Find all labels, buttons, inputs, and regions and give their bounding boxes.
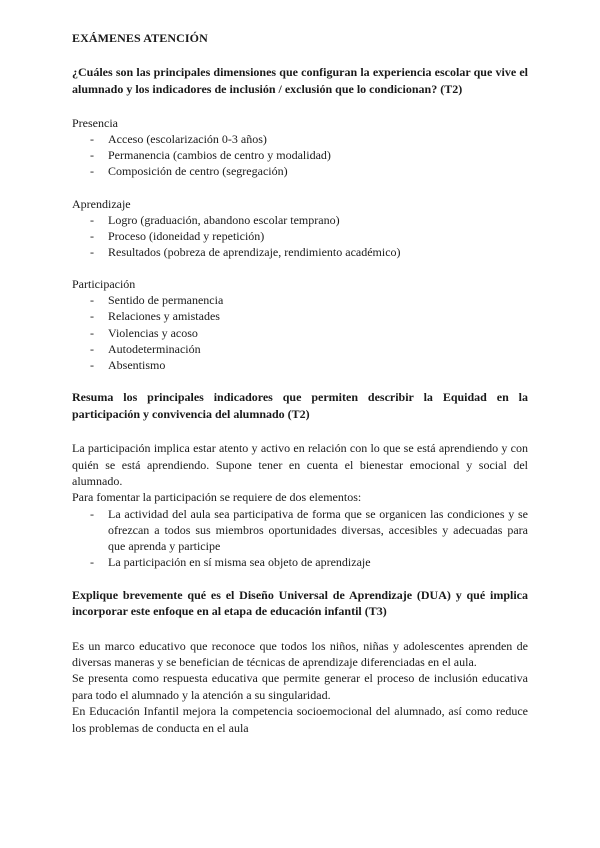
q1-section-presencia: [72, 115, 528, 180]
list-item: [72, 341, 528, 357]
list-item: [72, 308, 528, 324]
list-item: [72, 147, 528, 163]
list-item-text: Absentismo: [108, 358, 166, 373]
dash-mark: -: [90, 245, 94, 260]
q3-paragraph-3: En Educación Infantil mejora la competencia socioemocional del alumnado, así como reduce los problemas de conducta en el aula: [72, 704, 528, 735]
section-label-presencia: Presencia: [72, 116, 118, 130]
list-item: [72, 325, 528, 341]
dash-mark: -: [90, 555, 94, 570]
q2-paragraph-2: Para fomentar la participación se requiere de dos elementos:: [72, 490, 362, 505]
list-item-text: Autodeterminación: [108, 341, 201, 356]
list-item-text: La participación en sí misma sea objeto de aprendizaje: [108, 555, 371, 570]
list-item-text: Acceso (escolarización 0-3 años): [108, 132, 267, 146]
question-1: ¿Cuáles son las principales dimensiones que configuran la experiencia escolar que vive el alumnado y los indicadores de inclusión / exclusión que lo condicionan? (T2): [72, 65, 528, 96]
q3-paragraph-1: Es un marco educativo que reconoce que todos los niños, niñas y adolescentes aprenden de diversas maneras y se benefician de técnicas de aprendizaje diferenciadas en el aula.: [72, 638, 528, 670]
dash-mark: -: [90, 506, 94, 521]
dash-mark: -: [90, 341, 94, 356]
dash-mark: -: [90, 228, 94, 243]
list-item-text: Composición de centro (segregación): [108, 164, 288, 179]
list-item: [72, 163, 528, 179]
list-presencia: [72, 131, 528, 180]
list-item-text: Violencias y acoso: [108, 325, 198, 340]
dash-mark: -: [90, 164, 94, 179]
list-participation-elements: [72, 506, 528, 571]
q1-section-aprendizaje: [72, 196, 528, 261]
list-item-text: Proceso (idoneidad y repetición): [108, 228, 265, 243]
list-item: [72, 292, 528, 308]
document-title: EXÁMENES ATENCIÓN: [72, 31, 208, 45]
section-label-participacion: Participación: [72, 277, 136, 292]
q3-paragraph-2: Se presenta como respuesta educativa que permite generar el proceso de inclusión educativa para todo el alumnado y la atención a su singularidad.: [72, 671, 528, 702]
q1-section-participacion: [72, 276, 528, 373]
list-item: [72, 228, 528, 244]
list-item-text: Logro (graduación, abandono escolar temprano): [108, 212, 340, 227]
question-2: Resuma los principales indicadores que permiten describir la Equidad en la participación y convivencia del alumnado (T2): [72, 390, 528, 421]
q2-paragraph-1: La participación implica estar atento y activo en relación con lo que se está aprendiendo y con quién se está aprendiendo. Supone tener en cuenta el bienestar emocional y social del alumnado.: [72, 441, 528, 489]
list-item-text: Sentido de permanencia: [108, 293, 224, 308]
list-item-text: La actividad del aula sea participativa de forma que se organicen las condiciones y se ofrezcan a todos sus miembros oportunidades diversas, accesibles y adecuadas para que aprenda y participe: [108, 506, 528, 554]
list-participacion: [72, 292, 528, 373]
list-item-text: Permanencia (cambios de centro y modalidad): [108, 148, 331, 163]
section-label-aprendizaje: Aprendizaje: [72, 196, 131, 211]
dash-mark: -: [90, 358, 94, 373]
dash-mark: -: [90, 325, 94, 340]
dash-mark: -: [90, 212, 94, 227]
list-item-text: Relaciones y amistades: [108, 309, 220, 324]
list-item: [72, 357, 528, 373]
dash-mark: -: [90, 309, 94, 324]
dash-mark: -: [90, 148, 94, 163]
list-item-text: Resultados (pobreza de aprendizaje, rendimiento académico): [108, 245, 401, 260]
list-item: [72, 506, 528, 555]
question-3: Explique brevemente qué es el Diseño Universal de Aprendizaje (DUA) y qué implica incorporar este enfoque en al etapa de educación infantil (T3): [72, 587, 528, 619]
list-item: [72, 212, 528, 228]
list-aprendizaje: [72, 212, 528, 261]
dash-mark: -: [90, 132, 94, 146]
dash-mark: -: [90, 293, 94, 308]
list-item: [72, 554, 528, 570]
list-item: [72, 244, 528, 260]
list-item: [72, 131, 528, 147]
document-page: [72, 30, 528, 736]
